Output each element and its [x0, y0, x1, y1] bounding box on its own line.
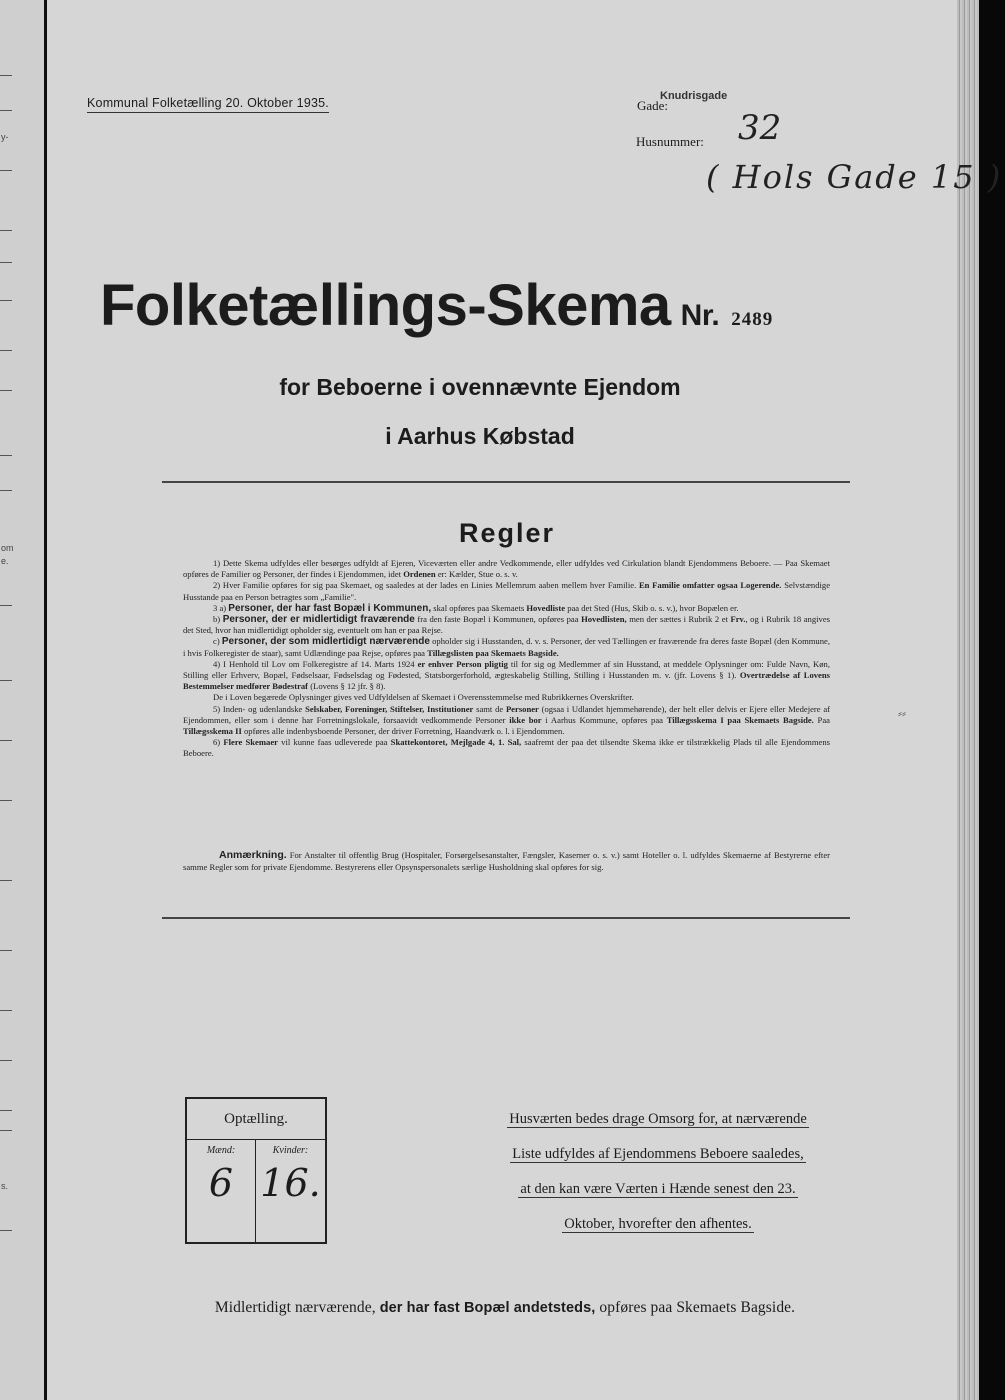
- landlord-notice: [488, 1108, 828, 1248]
- rule-5: 5) Inden- og udenlandske Selskaber, Foreninger, Stiftelser, Institutioner samt de Personer (ogsaa i Udlandet hjemmehørende), der helt eller delvis er Ejere eller Medejere af Ejendommen, eller som i denne har Forretningslokale, forsaavidt vedkommende Personer ikke bor i Aarhus Kommune, opføres paa Tillægsskema I paa Skemaets Bagside. Paa Tillægsskema II opføres alle indenbysboende Personer, der driver Forretning, Haandværk o. l. i Ejendommen.: [183, 703, 831, 737]
- form-subtitle-city: i Aarhus Købstad: [385, 423, 575, 449]
- scan-background: [979, 0, 1005, 1400]
- men-label: Mænd:: [206, 1145, 236, 1156]
- husnummer-note: ( Hols Gade 15 ): [706, 158, 1003, 196]
- rules-text: [183, 558, 830, 760]
- notice-line: Oktober, hvorefter den afhentes.: [564, 1216, 752, 1232]
- footer-note: Midlertidigt nærværende, der har fast Bopæl andetsteds, opføres paa Skemaets Bagside.: [214, 1299, 796, 1316]
- rules-heading: Regler: [458, 518, 556, 548]
- rule-4: 4) I Henhold til Lov om Folkeregistre af 14. Marts 1924 er enhver Person pligtig til for sig og Medlemmer af sin Husstand, at meddele Oplysninger om: Fulde Navn, Køn, Stilling eller Erhverv, Bopæl, Fødselsaar, Fødselsdag og Fødested, Statsborgerforhold, ægteskabelig Stilling, Stilling i Husstanden m. v. (jfr. Lovens § 1). Overtrædelse af Lovens Bestemmelser medfører Bødestraf (Lovens § 12 jfr. § 8).: [183, 658, 830, 692]
- form-title: [100, 273, 850, 350]
- women-count: 16.: [260, 1161, 321, 1205]
- nr-label: Nr.: [680, 299, 720, 332]
- gade-value: Knudrisgade: [660, 90, 728, 102]
- rule-3c: c) Personer, der som midlertidigt nærværende opholder sig i Husstanden, d. v. s. Personer, der ved Tællingen er fraværende fra deres faste Bopæl (den Kommune, i hvis Folkeregister de staar), samt Udlændinge paa Rejse, opføres paa Tillægslisten paa Skemaets Bagside.: [183, 636, 830, 658]
- rule-3b: b) Personer, der er midlertidigt fraværende fra den faste Bopæl i Kommunen, opføres paa Hovedlisten, men der sættes i Rubrik 2 et Frv., og i Rubrik 18 angives det Sted, hvor han midlertidigt opholder sig, eventuelt om han er paa Rejse.: [183, 614, 830, 636]
- pencil-mark: ⸗⸗: [898, 706, 906, 720]
- page-stack-edge: [957, 0, 979, 1400]
- annotation-label: Anmærkning.: [219, 849, 287, 861]
- margin-fragment: om: [1, 543, 14, 553]
- annotation-note: [183, 850, 830, 873]
- form-subtitle: for Beboerne i ovennævnte Ejendom: [279, 374, 681, 400]
- gade-label: Gade:: [637, 98, 669, 113]
- annotation-text: For Anstalter til offentlig Brug (Hospitaler, Forsørgelsesanstalter, Fængsler, Kaserner o. s. v.) samt Hoteller o. l. udfyldes Skemaerne af Bestyrerne efter samme Regler som for private Ejendomme. Bestyrerens eller Opsynspersonalets særlige Husholdning skal opføres for sig.: [183, 850, 830, 872]
- form-number: 2489: [731, 309, 774, 330]
- count-title: Optælling.: [187, 1099, 325, 1140]
- rule-1: 1) Dette Skema udfyldes eller besørges udfyldt af Ejeren, Viceværten eller andre Vedkommende, eller udfyldes ved Cirkulation blandt Ejendommens Beboere. — Paa Skemaet opføres de Familier og Personer, der findes i Ejendommen, idet Ordenen er: Kælder, Stue o. s. v.: [183, 558, 830, 580]
- notice-line: Liste udfyldes af Ejendommens Beboere saaledes,: [512, 1146, 804, 1162]
- husnummer-value: 32: [738, 108, 782, 148]
- notice-line: at den kan være Værten i Hænde senest den 23.: [520, 1181, 796, 1197]
- rule-2: 2) Hver Familie opføres for sig paa Skemaet, og saaledes at der lades en Linies Mellemrum aaben mellem hver Familie. En Familie omfatter ogsaa Logerende. Selvstændige Husstande paa en Person betragtes som „Familie".: [183, 580, 831, 602]
- divider: [162, 481, 850, 483]
- rule-4-note: De i Loven begærede Oplysninger gives ved Udfyldelsen af Skemaet i Overensstemmelse med Rubrikkernes Overskrifter.: [213, 692, 634, 703]
- rule-6: 6) Flere Skemaer vil kunne faas udleverede paa Skattekontoret, Mejlgade 4, 1. Sal, saafremt der paa det tilsendte Skema ikke er tilstrækkelig Plads til alle Ejendommens Beboere.: [183, 737, 831, 759]
- margin-fragment: y-: [1, 132, 9, 142]
- rule-3a: 3 a) Personer, der har fast Bopæl i Kommunen, skal opføres paa Skemaets Hovedliste paa det Sted (Hus, Skib o. s. v.), hvor Bopælen er.: [213, 602, 739, 614]
- form-title-text: Folketællings-Skema: [100, 273, 671, 338]
- notice-line: Husværten bedes drage Omsorg for, at nærværende: [509, 1111, 807, 1127]
- men-count: 6: [208, 1161, 234, 1205]
- women-label: Kvinder:: [272, 1145, 309, 1156]
- census-header: Kommunal Folketælling 20. Oktober 1935.: [87, 96, 329, 113]
- divider: [162, 917, 850, 919]
- women-column: [256, 1139, 325, 1242]
- previous-page-edge: [0, 0, 46, 1400]
- husnummer-label: Husnummer:: [636, 134, 704, 149]
- margin-fragment: e.: [1, 556, 9, 566]
- count-box: [185, 1097, 327, 1244]
- men-column: [187, 1139, 256, 1242]
- margin-fragment: s.: [1, 1181, 9, 1191]
